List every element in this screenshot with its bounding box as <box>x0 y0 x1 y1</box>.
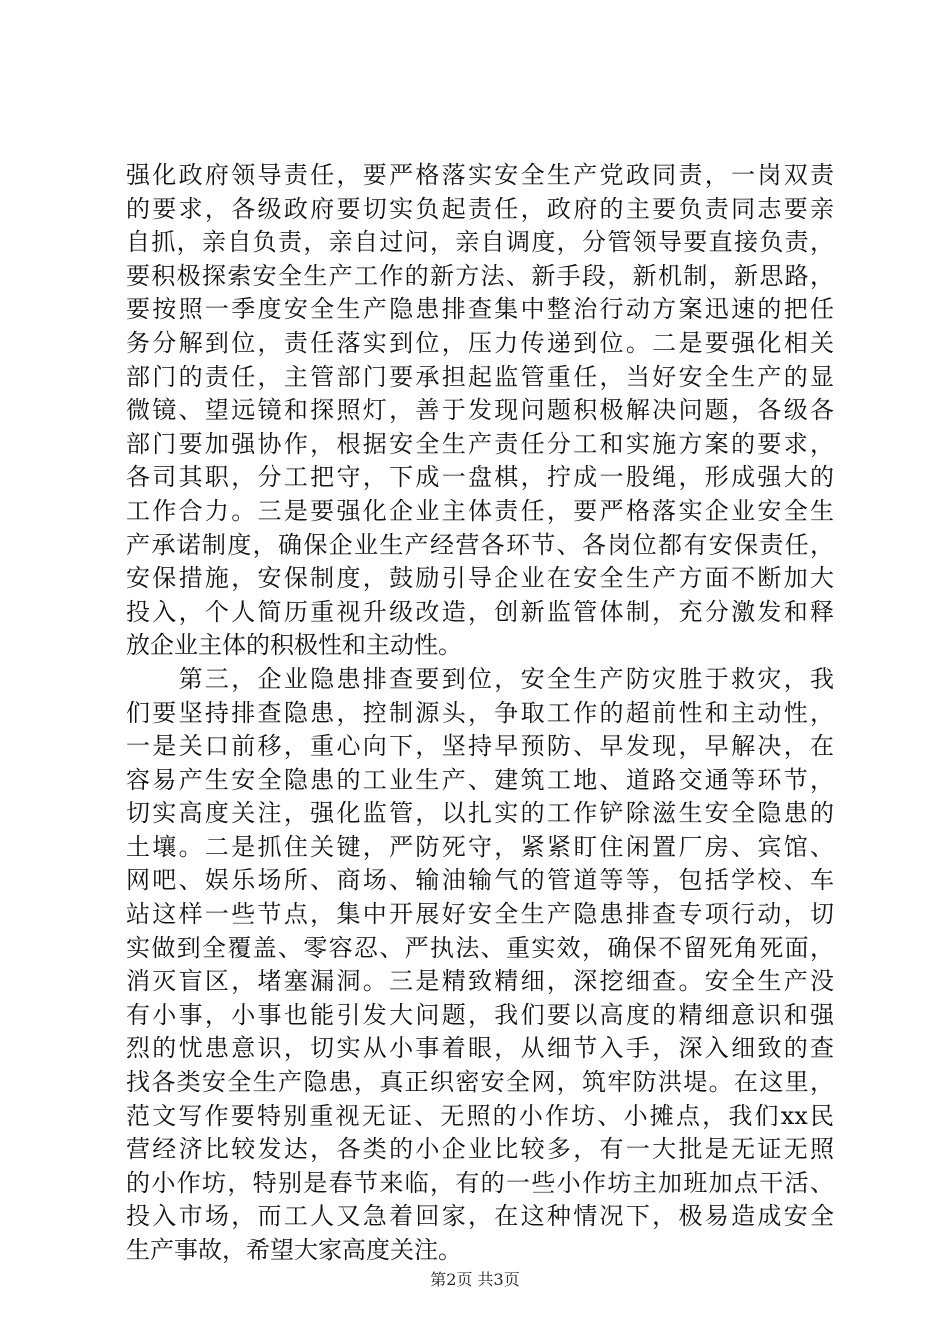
text-line: 站这样一些节点，集中开展好安全生产隐患排查专项行动，切 <box>126 900 834 929</box>
paragraph-end-line: 放企业主体的积极性和主动性。 <box>126 631 462 660</box>
text-line: 要按照一季度安全生产隐患排查集中整治行动方案迅速的把任 <box>126 295 834 324</box>
text-line: 范文写作要特别重视无证、无照的小作坊、小摊点，我们xx民 <box>126 1101 834 1130</box>
text-line: 有小事，小事也能引发大问题，我们要以高度的精细意识和强 <box>126 1000 834 1029</box>
text-line: 网吧、娱乐场所、商场、输油输气的管道等等，包括学校、车 <box>126 866 834 895</box>
text-line: 安保措施，安保制度，鼓励引导企业在安全生产方面不断加大 <box>126 564 834 593</box>
body-text <box>126 159 834 1268</box>
text-line: 的小作坊，特别是春节来临，有的一些小作坊主加班加点干活、 <box>126 1168 834 1197</box>
text-line: 产承诺制度，确保企业生产经营各环节、各岗位都有安保责任， <box>126 530 834 559</box>
text-line: 投入市场，而工人又急着回家，在这种情况下，极易造成安全 <box>126 1202 834 1231</box>
text-line: 土壤。二是抓住关键，严防死守，紧紧盯住闲置厂房、宾馆、 <box>126 832 834 861</box>
page-number-footer: 第2页 共3页 <box>430 1270 520 1289</box>
text-line: 要积极探索安全生产工作的新方法、新手段，新机制，新思路， <box>126 261 834 290</box>
text-line: 微镜、望远镜和探照灯，善于发现问题积极解决问题，各级各 <box>126 396 834 425</box>
text-line: 切实高度关注，强化监管，以扎实的工作铲除滋生安全隐患的 <box>126 799 834 828</box>
text-line: 自抓，亲自负责，亲自过问，亲自调度，分管领导要直接负责， <box>126 228 834 257</box>
text-line: 部门要加强协作，根据安全生产责任分工和实施方案的要求， <box>126 429 834 458</box>
text-line: 务分解到位，责任落实到位，压力传递到位。二是要强化相关 <box>126 328 834 357</box>
text-line: 各司其职，分工把守，下成一盘棋，拧成一股绳，形成强大的 <box>126 463 834 492</box>
paragraph-end-line: 生产事故，希望大家高度关注。 <box>126 1236 462 1264</box>
text-line: 烈的忧患意识，切实从小事着眼，从细节入手，深入细致的查 <box>126 1034 834 1063</box>
text-line: 的要求，各级政府要切实负起责任，政府的主要负责同志要亲 <box>126 194 834 223</box>
text-line: 消灭盲区，堵塞漏洞。三是精致精细，深挖细查。安全生产没 <box>126 967 834 996</box>
text-line: 们要坚持排查隐患，控制源头，争取工作的超前性和主动性， <box>126 698 834 727</box>
text-line: 强化政府领导责任，要严格落实安全生产党政同责，一岗双责 <box>126 161 834 189</box>
text-line: 容易产生安全隐患的工业生产、建筑工地、道路交通等环节， <box>126 765 834 794</box>
text-line: 营经济比较发达，各类的小企业比较多，有一大批是无证无照 <box>126 1135 834 1164</box>
text-line: 实做到全覆盖、零容忍、严执法、重实效，确保不留死角死面， <box>126 933 834 962</box>
text-line: 工作合力。三是要强化企业主体责任，要严格落实企业安全生 <box>126 496 834 525</box>
text-line: 一是关口前移，重心向下，坚持早预防、早发现，早解决，在 <box>126 732 834 761</box>
text-line: 找各类安全生产隐患，真正织密安全网，筑牢防洪堤。在这里， <box>126 1068 834 1097</box>
text-line: 投入，个人简历重视升级改造，创新监管体制，充分激发和释 <box>126 597 834 626</box>
text-line: 部门的责任，主管部门要承担起监管重任，当好安全生产的显 <box>126 362 834 391</box>
paragraph-start-line: 第三，企业隐患排查要到位，安全生产防灾胜于救灾，我 <box>126 664 834 693</box>
